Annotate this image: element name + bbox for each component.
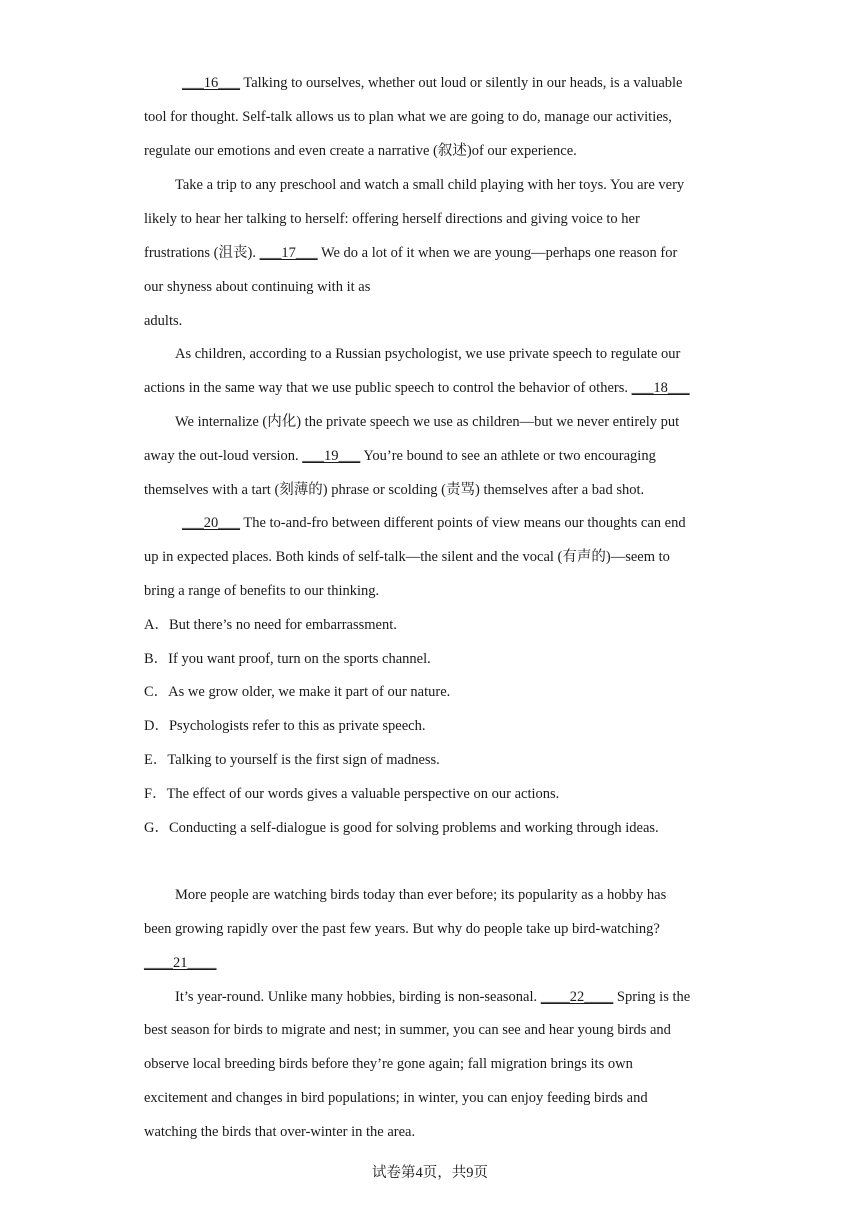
blank-21: ____21____: [144, 955, 217, 971]
paragraph-line: [144, 379, 690, 397]
blank-17: ___17___: [259, 245, 318, 261]
option-b: B．If you want proof, turn on the sports channel.: [144, 651, 431, 667]
option-c: C．As we grow older, we make it part of our nature.: [144, 684, 451, 700]
text-span: frustrations (沮丧).: [144, 245, 260, 261]
option-d: D．Psychologists refer to this as private speech.: [144, 718, 426, 734]
text-span: away the out-loud version.: [144, 448, 303, 464]
option-e: E．Talking to yourself is the first sign of madness.: [144, 752, 440, 768]
paragraph-line: More people are watching birds today than ever before; its popularity as a hobby has: [175, 887, 667, 903]
text-span: You’re bound to see an athlete or two encouraging: [360, 448, 656, 464]
page-footer: 试卷第4页，共9页: [372, 1165, 488, 1181]
paragraph-line: [182, 74, 683, 92]
paragraph-line: [175, 988, 690, 1006]
paragraph-line: [144, 244, 677, 262]
text-span: We do a lot of it when we are young—perhaps one reason for: [317, 245, 678, 261]
paragraph-line: our shyness about continuing with it as: [144, 279, 371, 295]
paragraph-line: [144, 954, 217, 972]
blank-19: ___19___: [302, 448, 361, 464]
text-span: Spring is the: [613, 989, 691, 1005]
option-g: G．Conducting a self-dialogue is good for solving problems and working through ideas.: [144, 820, 659, 836]
blank-22: ____22____: [540, 989, 614, 1005]
paragraph-line: adults.: [144, 313, 183, 329]
paragraph-line: We internalize (内化) the private speech we use as children—but we never entirely put: [175, 414, 680, 430]
paragraph-line: As children, according to a Russian psychologist, we use private speech to regulate our: [175, 346, 681, 362]
paragraph-line: [182, 514, 686, 532]
text-span: Talking to ourselves, whether out loud or silently in our heads, is a valuable: [240, 75, 683, 91]
text-span: The to-and-fro between different points of view means our thoughts can end: [240, 515, 686, 531]
paragraph-line: regulate our emotions and even create a narrative (叙述)of our experience.: [144, 143, 577, 159]
text-span: actions in the same way that we use public speech to control the behavior of others.: [144, 380, 632, 396]
paragraph-line: likely to hear her talking to herself: offering herself directions and giving voice to her: [144, 211, 640, 227]
paragraph-line: been growing rapidly over the past few years. But why do people take up bird-watching?: [144, 921, 660, 937]
paragraph-line: watching the birds that over-winter in the area.: [144, 1124, 416, 1140]
paragraph-line: tool for thought. Self-talk allows us to plan what we are going to do, manage our activities,: [144, 109, 672, 125]
option-a: A．But there’s no need for embarrassment.: [144, 617, 397, 633]
paragraph-line: best season for birds to migrate and nest; in summer, you can see and hear young birds and: [144, 1022, 671, 1038]
text-span: It’s year-round. Unlike many hobbies, birding is non-seasonal.: [175, 989, 541, 1005]
paragraph-line: themselves with a tart (刻薄的) phrase or scolding (责骂) themselves after a bad shot.: [144, 482, 645, 498]
paragraph-line: up in expected places. Both kinds of self-talk—the silent and the vocal (有声的)—seem to: [144, 549, 670, 565]
option-f: F．The effect of our words gives a valuable perspective on our actions.: [144, 786, 560, 802]
paragraph-line: Take a trip to any preschool and watch a small child playing with her toys. You are very: [175, 177, 685, 193]
blank-16: ___16___: [182, 75, 240, 91]
paragraph-line: bring a range of benefits to our thinking.: [144, 583, 380, 599]
blank-18: ___18___: [631, 380, 690, 396]
paragraph-line: [144, 447, 656, 465]
blank-20: ___20___: [182, 515, 240, 531]
paragraph-line: observe local breeding birds before they’re gone again; fall migration brings its own: [144, 1056, 633, 1072]
paragraph-line: excitement and changes in bird populations; in winter, you can enjoy feeding birds and: [144, 1090, 648, 1106]
